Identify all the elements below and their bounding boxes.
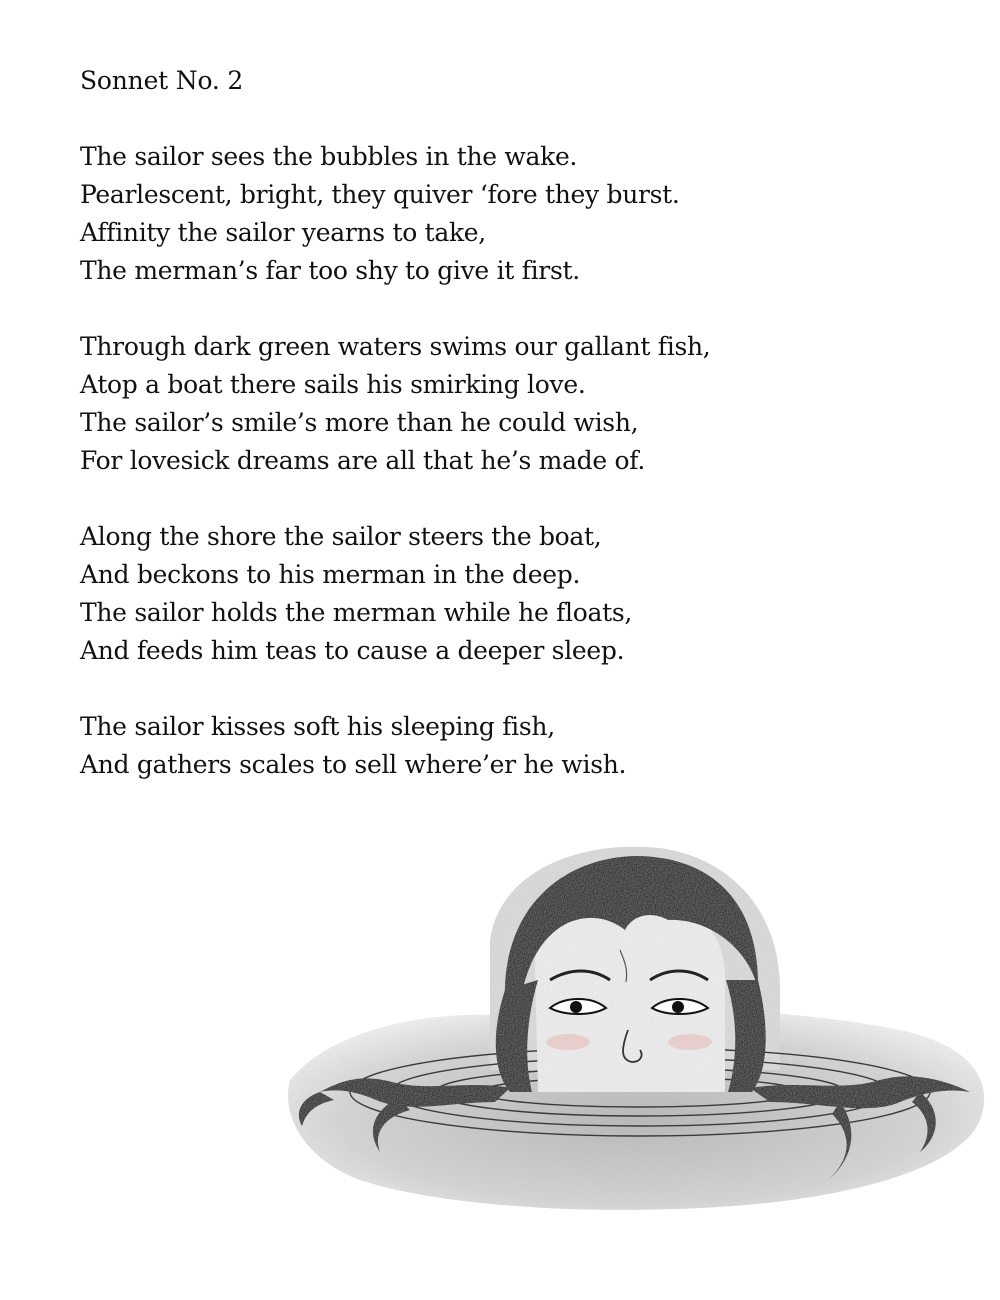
- stanza-3: [80, 518, 940, 670]
- poem-title: Sonnet No. 2: [80, 66, 244, 95]
- poem-line: Affinity the sailor yearns to take,: [80, 218, 486, 247]
- poem-line: The sailor kisses soft his sleeping fish,: [80, 712, 555, 741]
- poem-line: For lovesick dreams are all that he’s made of.: [80, 446, 645, 475]
- poem-line: The sailor’s smile’s more than he could wish,: [80, 408, 639, 437]
- stanza-2: [80, 328, 940, 480]
- poem-line: The sailor sees the bubbles in the wake.: [80, 142, 578, 171]
- poem-line: Atop a boat there sails his smirking love.: [80, 370, 586, 399]
- poem: [80, 62, 940, 822]
- poem-line: And beckons to his merman in the deep.: [80, 560, 581, 589]
- poem-line: The merman’s far too shy to give it first.: [80, 256, 580, 285]
- poem-line: The sailor holds the merman while he floats,: [80, 598, 633, 627]
- poem-line: Through dark green waters swims our gallant fish,: [80, 332, 711, 361]
- poem-line: And feeds him teas to cause a deeper sleep.: [80, 636, 625, 665]
- poem-line: Pearlescent, bright, they quiver ‘fore they burst.: [80, 180, 680, 209]
- stanza-4-couplet: [80, 708, 940, 784]
- poem-line: Along the shore the sailor steers the boat,: [80, 522, 602, 551]
- merman-illustration: [280, 830, 1000, 1230]
- poem-line: And gathers scales to sell where’er he wish.: [80, 750, 627, 779]
- stanza-1: [80, 138, 940, 290]
